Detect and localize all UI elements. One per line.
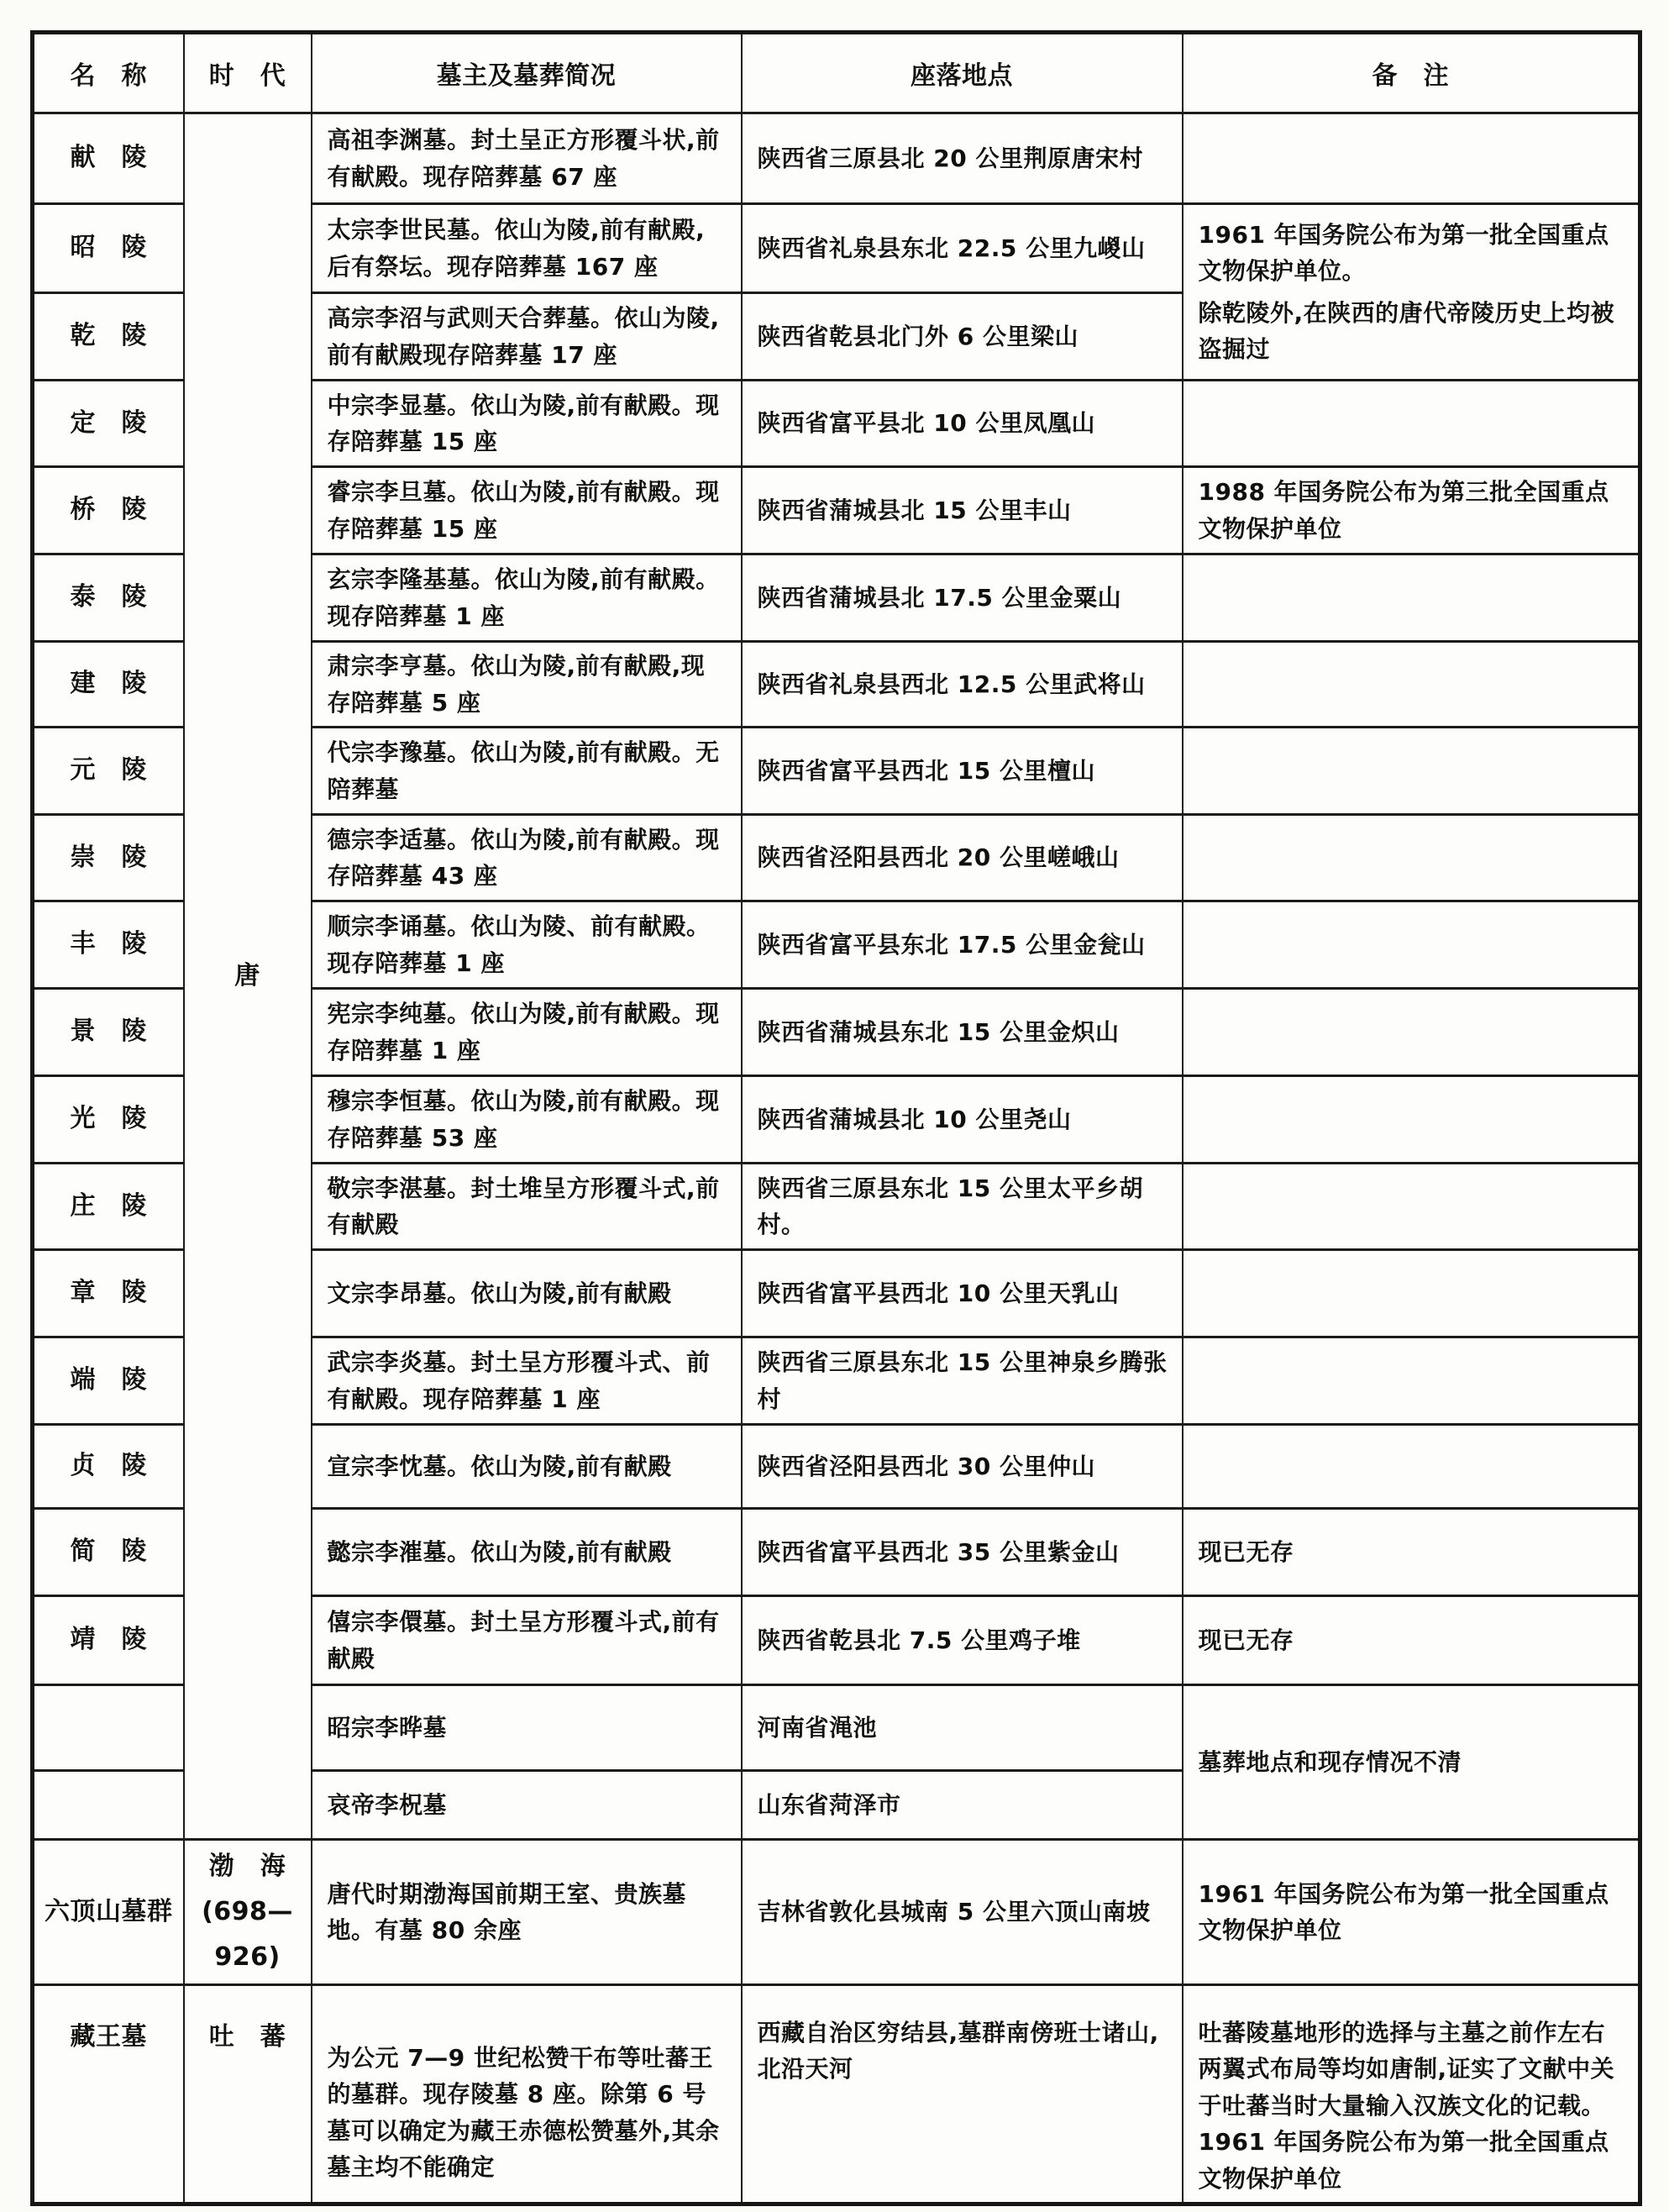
- location-cell: 陕西省蒲城县北 10 公里尧山: [742, 1076, 1183, 1164]
- location-cell: 陕西省富平县西北 35 公里紫金山: [742, 1509, 1183, 1596]
- location-cell: 河南省渑池: [742, 1685, 1183, 1771]
- tomb-name-cell: 定 陵: [33, 381, 184, 467]
- header-desc: 墓主及墓葬简况: [312, 33, 742, 113]
- tomb-name-cell: 元 陵: [33, 728, 184, 815]
- desc-cell: 德宗李适墓。依山为陵,前有献殿。现存陪葬墓 43 座: [312, 815, 742, 901]
- tomb-name-cell: 建 陵: [33, 642, 184, 728]
- desc-cell: 哀帝李柷墓: [312, 1771, 742, 1840]
- remark-cell-empty: [1183, 381, 1640, 467]
- remark-cell: 1961 年国务院公布为第一批全国重点文物保护单位: [1183, 1840, 1640, 1985]
- desc-cell: 代宗李豫墓。依山为陵,前有献殿。无陪葬墓: [312, 728, 742, 815]
- remark-cell-empty: [1183, 554, 1640, 642]
- table-row: [33, 1840, 1640, 1985]
- era-cell-tang: 唐: [184, 113, 312, 1840]
- header-location: 座落地点: [742, 33, 1183, 113]
- remark-cell: 1988 年国务院公布为第三批全国重点文物保护单位: [1183, 467, 1640, 554]
- remark-cell-empty: [1183, 1076, 1640, 1164]
- tomb-name-cell: 泰 陵: [33, 554, 184, 642]
- remark-cell-empty: [1183, 1250, 1640, 1337]
- header-row: [33, 33, 1640, 113]
- location-cell: 陕西省礼泉县西北 12.5 公里武将山: [742, 642, 1183, 728]
- remark-cell-empty: [1183, 728, 1640, 815]
- desc-cell: 高祖李渊墓。封土呈正方形覆斗状,前有献殿。现存陪葬墓 67 座: [312, 113, 742, 204]
- desc-cell: 宪宗李纯墓。依山为陵,前有献殿。现存陪葬墓 1 座: [312, 989, 742, 1076]
- tomb-name-cell: 桥 陵: [33, 467, 184, 554]
- tomb-name-cell: 丰 陵: [33, 901, 184, 989]
- era-line: 渤 海: [208, 1852, 286, 1881]
- tomb-name-cell: 简 陵: [33, 1509, 184, 1596]
- remark-line: 除乾陵外,在陕西的唐代帝陵历史上均被盗掘过: [1198, 298, 1615, 363]
- tomb-name-cell: 崇 陵: [33, 815, 184, 901]
- location-cell: 陕西省富平县东北 17.5 公里金瓮山: [742, 901, 1183, 989]
- desc-cell: 唐代时期渤海国前期王室、贵族墓地。有墓 80 余座: [312, 1840, 742, 1985]
- location-cell: 陕西省富平县西北 10 公里天乳山: [742, 1250, 1183, 1337]
- tomb-name-cell: 昭 陵: [33, 204, 184, 293]
- tomb-name-cell: 乾 陵: [33, 293, 184, 381]
- location-cell: 陕西省三原县东北 15 公里太平乡胡村。: [742, 1164, 1183, 1250]
- location-cell: 陕西省蒲城县东北 15 公里金炽山: [742, 989, 1183, 1076]
- desc-cell: 宣宗李忱墓。依山为陵,前有献殿: [312, 1425, 742, 1509]
- location-cell: 陕西省三原县东北 15 公里神泉乡腾张村: [742, 1337, 1183, 1425]
- header-name: 名 称: [33, 33, 184, 113]
- tomb-name-cell-empty: [33, 1685, 184, 1771]
- desc-cell: 睿宗李旦墓。依山为陵,前有献殿。现存陪葬墓 15 座: [312, 467, 742, 554]
- header-remark: 备 注: [1183, 33, 1640, 113]
- tomb-name-cell: 章 陵: [33, 1250, 184, 1337]
- scanned-table-page: [30, 30, 1638, 2206]
- remark-cell-empty: [1183, 989, 1640, 1076]
- tomb-name-cell-empty: [33, 1771, 184, 1840]
- remark-cell-merged: [1183, 204, 1640, 381]
- location-cell: 陕西省泾阳县西北 30 公里仲山: [742, 1425, 1183, 1509]
- remark-cell-empty: [1183, 1337, 1640, 1425]
- tomb-name-cell: 献 陵: [33, 113, 184, 204]
- location-cell: 陕西省礼泉县东北 22.5 公里九嵕山: [742, 204, 1183, 293]
- remark-cell-empty: [1183, 1425, 1640, 1509]
- tomb-name-cell: 靖 陵: [33, 1596, 184, 1685]
- tomb-name-cell: 贞 陵: [33, 1425, 184, 1509]
- remark-cell-empty: [1183, 901, 1640, 989]
- location-cell: 吉林省敦化县城南 5 公里六顶山南坡: [742, 1840, 1183, 1985]
- desc-cell: 僖宗李儇墓。封土呈方形覆斗式,前有献殿: [312, 1596, 742, 1685]
- location-cell: 陕西省乾县北门外 6 公里梁山: [742, 293, 1183, 381]
- remark-cell-merged: 墓葬地点和现存情况不清: [1183, 1685, 1640, 1840]
- desc-cell: 穆宗李恒墓。依山为陵,前有献殿。现存陪葬墓 53 座: [312, 1076, 742, 1164]
- desc-cell: 昭宗李晔墓: [312, 1685, 742, 1771]
- desc-cell: 武宗李炎墓。封土呈方形覆斗式、前有献殿。现存陪葬墓 1 座: [312, 1337, 742, 1425]
- desc-cell: 文宗李昂墓。依山为陵,前有献殿: [312, 1250, 742, 1337]
- desc-cell: 太宗李世民墓。依山为陵,前有献殿,后有祭坛。现存陪葬墓 167 座: [312, 204, 742, 293]
- remark-cell-empty: [1183, 815, 1640, 901]
- desc-cell: 敬宗李湛墓。封土堆呈方形覆斗式,前有献殿: [312, 1164, 742, 1250]
- location-cell: 陕西省泾阳县西北 20 公里嵯峨山: [742, 815, 1183, 901]
- desc-cell: 顺宗李诵墓。依山为陵、前有献殿。现存陪葬墓 1 座: [312, 901, 742, 989]
- location-cell: 陕西省蒲城县北 17.5 公里金粟山: [742, 554, 1183, 642]
- remark-cell: 吐蕃陵墓地形的选择与主墓之前作左右两翼式布局等均如唐制,证实了文献中关于吐蕃当时大量输入汉族文化的记载。1961 年国务院公布为第一批全国重点文物保护单位: [1183, 1985, 1640, 2204]
- remark-cell-empty: [1183, 1164, 1640, 1250]
- era-cell-tubo: 吐 蕃: [184, 1985, 312, 2204]
- tomb-name-cell: 光 陵: [33, 1076, 184, 1164]
- desc-cell: 为公元 7—9 世纪松赞干布等吐蕃王的墓群。现存陵墓 8 座。除第 6 号墓可以确定为藏王赤德松赞墓外,其余墓主均不能确定: [312, 1985, 742, 2204]
- location-cell: 陕西省蒲城县北 15 公里丰山: [742, 467, 1183, 554]
- remark-line: 1961 年国务院公布为第一批全国重点文物保护单位。: [1198, 220, 1609, 286]
- era-cell-bohai: [184, 1840, 312, 1985]
- desc-cell: 玄宗李隆基墓。依山为陵,前有献殿。现存陪葬墓 1 座: [312, 554, 742, 642]
- desc-cell: 肃宗李亨墓。依山为陵,前有献殿,现存陪葬墓 5 座: [312, 642, 742, 728]
- location-cell: 陕西省富平县北 10 公里凤凰山: [742, 381, 1183, 467]
- location-cell: 陕西省三原县北 20 公里荆原唐宋村: [742, 113, 1183, 204]
- era-line: (698—: [202, 1897, 293, 1926]
- tombs-table: [30, 30, 1642, 2206]
- remark-cell-empty: [1183, 113, 1640, 204]
- tomb-name-cell: 庄 陵: [33, 1164, 184, 1250]
- remark-cell: 现已无存: [1183, 1509, 1640, 1596]
- desc-cell: 中宗李显墓。依山为陵,前有献殿。现存陪葬墓 15 座: [312, 381, 742, 467]
- era-line: 926): [214, 1942, 281, 1972]
- location-cell: 陕西省富平县西北 15 公里檀山: [742, 728, 1183, 815]
- location-cell: 陕西省乾县北 7.5 公里鸡子堆: [742, 1596, 1183, 1685]
- desc-cell: 懿宗李漼墓。依山为陵,前有献殿: [312, 1509, 742, 1596]
- remark-cell: 现已无存: [1183, 1596, 1640, 1685]
- remark-cell-empty: [1183, 642, 1640, 728]
- tomb-name-cell: 藏王墓: [33, 1985, 184, 2204]
- table-row: [33, 113, 1640, 204]
- desc-cell: 高宗李沼与武则天合葬墓。依山为陵,前有献殿现存陪葬墓 17 座: [312, 293, 742, 381]
- tomb-name-cell: 端 陵: [33, 1337, 184, 1425]
- tomb-name-cell: 景 陵: [33, 989, 184, 1076]
- header-era: 时 代: [184, 33, 312, 113]
- tomb-name-cell: 六顶山墓群: [33, 1840, 184, 1985]
- location-cell: 西藏自治区穷结县,墓群南傍班士诸山,北沿天河: [742, 1985, 1183, 2204]
- table-row: [33, 1985, 1640, 2204]
- location-cell: 山东省菏泽市: [742, 1771, 1183, 1840]
